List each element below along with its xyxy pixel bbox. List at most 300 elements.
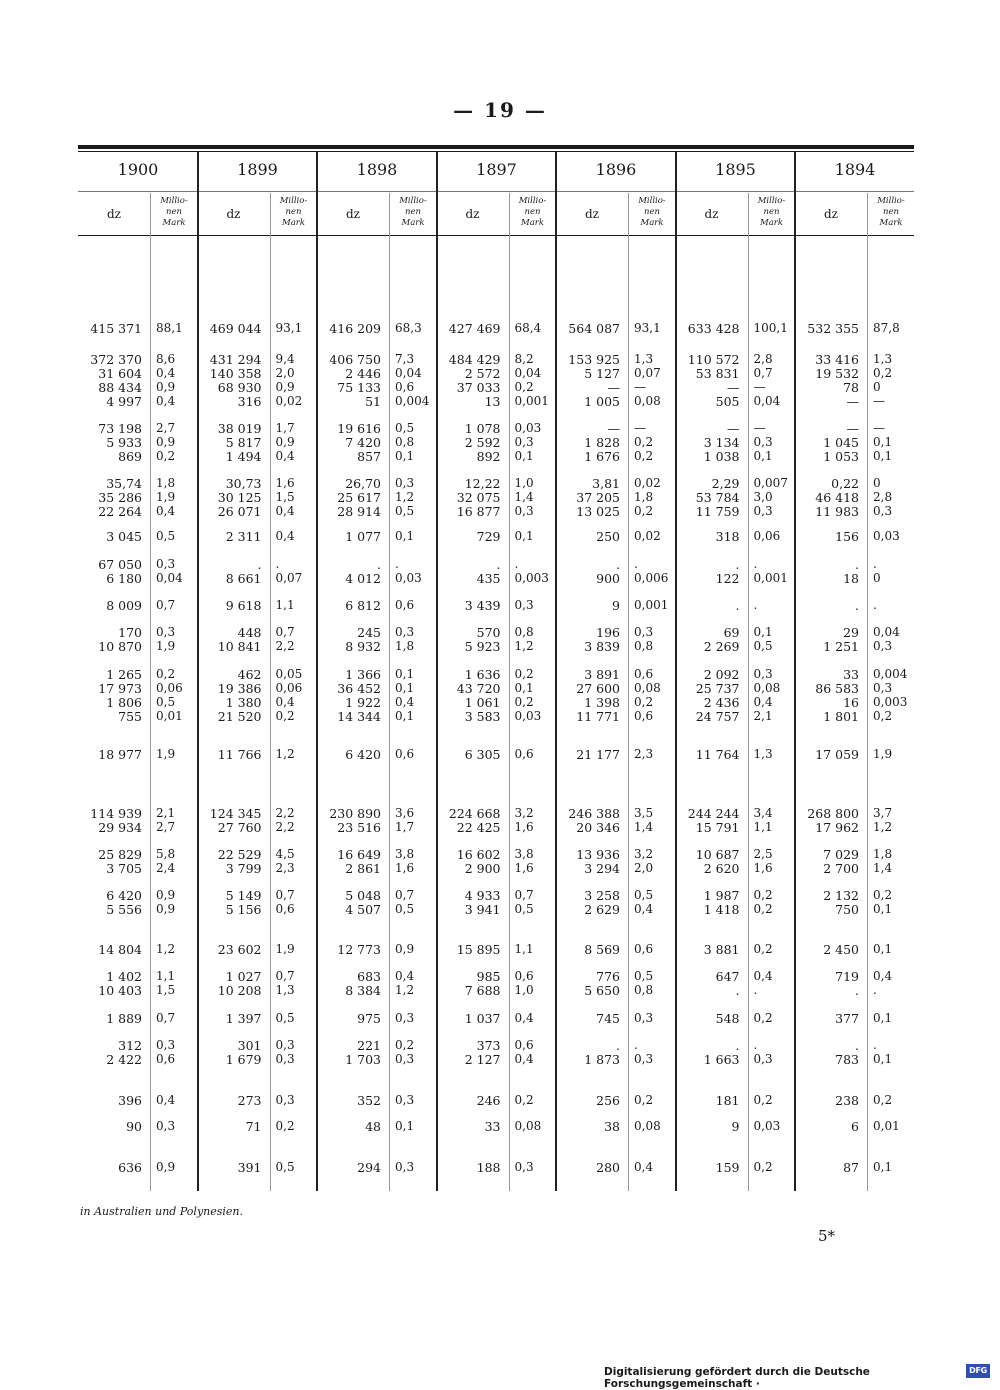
cell-quantity: 5 923 — [464, 639, 501, 654]
cell-quantity: 2 269 — [703, 639, 740, 654]
cell-quantity: 391 — [237, 1160, 262, 1175]
cell-quantity: 505 — [715, 394, 740, 409]
cell-value-mark: 0,8 — [634, 639, 654, 653]
cell-quantity: 230 890 — [329, 806, 381, 821]
cell-quantity: 5 817 — [225, 435, 262, 450]
cell-quantity: 11 983 — [815, 504, 859, 519]
cell-quantity: 6 305 — [464, 747, 501, 762]
cell-value-mark: 100,1 — [753, 321, 788, 335]
cell-quantity: 5 156 — [225, 902, 262, 917]
cell-value-mark: 0,6 — [395, 747, 415, 761]
cell-quantity: 32 075 — [456, 490, 501, 505]
cell-value-mark: 0,2 — [395, 1038, 415, 1052]
cell-quantity: 73 198 — [98, 421, 142, 436]
cell-value-mark: 1,1 — [275, 598, 295, 612]
cell-quantity: — — [607, 421, 620, 436]
footnote: in Australien und Polynesien. — [80, 1205, 244, 1218]
cell-value-mark: 0,4 — [275, 504, 295, 518]
cell-value-mark: — — [753, 421, 766, 435]
cell-value-mark: 1,3 — [275, 983, 295, 997]
top-rule — [78, 145, 914, 149]
cell-value-mark: 1,5 — [275, 490, 295, 504]
cell-value-mark: 0,2 — [873, 709, 893, 723]
cell-value-mark: — — [873, 394, 885, 408]
subcolumn-divider — [270, 193, 271, 1191]
cell-quantity: . — [496, 557, 501, 572]
cell-quantity: 13 025 — [576, 504, 620, 519]
cell-value-mark: 3,4 — [753, 806, 773, 820]
cell-value-mark: 0,9 — [275, 435, 295, 449]
cell-quantity: 8 661 — [225, 571, 262, 586]
cell-quantity: 1 922 — [345, 695, 381, 710]
cell-quantity: 532 355 — [807, 321, 859, 336]
cell-quantity: . — [855, 557, 859, 572]
cell-value-mark: 3,2 — [514, 806, 534, 820]
cell-value-mark: 0,8 — [634, 983, 654, 997]
cell-value-mark: 0,07 — [275, 571, 303, 585]
cell-quantity: 20 346 — [576, 820, 620, 835]
cell-quantity: 14 344 — [337, 709, 381, 724]
cell-value-mark: 0,1 — [873, 1011, 893, 1025]
cell-value-mark: 1,8 — [156, 476, 176, 490]
cell-quantity: 11 759 — [695, 504, 740, 519]
cell-value-mark: 0,5 — [395, 504, 415, 518]
cell-value-mark: 5,8 — [156, 847, 176, 861]
cell-value-mark: 0,06 — [275, 681, 303, 695]
cell-value-mark: 0,9 — [156, 435, 176, 449]
cell-value-mark: 1,3 — [634, 352, 654, 366]
cell-value-mark: 0,1 — [514, 681, 534, 695]
cell-quantity: 892 — [476, 449, 501, 464]
year-header: 1900 — [117, 160, 159, 179]
cell-value-mark: 0,04 — [514, 366, 542, 380]
cell-quantity: 406 750 — [329, 352, 381, 367]
year-header: 1897 — [476, 160, 517, 179]
cell-quantity: 67 050 — [98, 557, 142, 572]
cell-quantity: 1 366 — [345, 667, 381, 682]
cell-value-mark: 0,5 — [514, 902, 534, 916]
cell-value-mark: — — [753, 380, 766, 394]
cell-quantity: 9 — [731, 1119, 740, 1134]
cell-value-mark: 1,1 — [514, 942, 534, 956]
cell-quantity: 312 — [118, 1038, 142, 1053]
cell-quantity: 21 520 — [217, 709, 262, 724]
cell-value-mark: 0,5 — [753, 639, 773, 653]
cell-value-mark: 0,3 — [873, 681, 893, 695]
cell-value-mark: 0,08 — [634, 394, 661, 408]
cell-quantity: 2 861 — [345, 861, 381, 876]
cell-value-mark: 0,2 — [514, 380, 534, 394]
cell-value-mark: 0,04 — [156, 571, 183, 585]
cell-quantity: 43 720 — [456, 681, 501, 696]
cell-quantity: 5 650 — [584, 983, 620, 998]
cell-value-mark: 1,9 — [156, 490, 176, 504]
cell-value-mark: 0,4 — [514, 1011, 534, 1025]
cell-quantity: 124 345 — [209, 806, 262, 821]
cell-quantity: 5 127 — [584, 366, 620, 381]
cell-value-mark: . — [753, 598, 758, 612]
cell-quantity: 975 — [357, 1011, 381, 1026]
cell-quantity: — — [846, 394, 859, 409]
cell-value-mark: 0,2 — [753, 888, 773, 902]
cell-value-mark: 2,8 — [753, 352, 773, 366]
cell-quantity: 415 371 — [90, 321, 142, 336]
cell-value-mark: 0,04 — [873, 625, 900, 639]
value-label: Millio- nen Mark — [757, 196, 786, 228]
cell-value-mark: 1,0 — [514, 476, 534, 490]
cell-quantity: 28 914 — [337, 504, 381, 519]
subcolumn-divider — [509, 193, 510, 1191]
cell-quantity: 13 — [484, 394, 501, 409]
cell-value-mark: 0,1 — [395, 1119, 415, 1133]
cell-quantity: 33 416 — [815, 352, 859, 367]
cell-value-mark: 0,4 — [275, 695, 295, 709]
cell-quantity: 27 600 — [576, 681, 620, 696]
cell-quantity: 22 529 — [217, 847, 262, 862]
cell-quantity: — — [607, 380, 620, 395]
cell-value-mark: 0,4 — [634, 1160, 654, 1174]
cell-quantity: 114 939 — [90, 806, 142, 821]
cell-value-mark: 0,4 — [753, 969, 773, 983]
cell-quantity: 246 388 — [568, 806, 620, 821]
cell-quantity: 416 209 — [329, 321, 381, 336]
cell-quantity: 256 — [596, 1093, 620, 1108]
cell-quantity: 1 636 — [464, 667, 501, 682]
cell-value-mark: 0,3 — [395, 1011, 415, 1025]
cell-value-mark: 1,4 — [634, 820, 654, 834]
cell-quantity: 469 044 — [209, 321, 262, 336]
cell-value-mark: 0,1 — [514, 449, 534, 463]
cell-value-mark: 1,6 — [753, 861, 773, 875]
cell-value-mark: 0,006 — [634, 571, 669, 585]
cell-quantity: 280 — [596, 1160, 620, 1175]
cell-quantity: 17 059 — [815, 747, 859, 762]
cell-quantity: 2 446 — [345, 366, 381, 381]
cell-value-mark: 0,4 — [514, 1052, 534, 1066]
cell-value-mark: 0,007 — [753, 476, 788, 490]
cell-value-mark: 0,1 — [873, 942, 893, 956]
cell-value-mark: 4,5 — [275, 847, 295, 861]
subcolumn-divider — [867, 193, 868, 1191]
cell-quantity: 1 061 — [464, 695, 501, 710]
cell-quantity: 3 294 — [584, 861, 620, 876]
cell-value-mark: . — [275, 557, 280, 571]
cell-quantity: 140 358 — [209, 366, 262, 381]
cell-quantity: 1 828 — [584, 435, 620, 450]
cell-quantity: 3 891 — [584, 667, 620, 682]
cell-value-mark: 1,3 — [753, 747, 773, 761]
cell-quantity: . — [735, 983, 740, 998]
cell-value-mark: 0,1 — [395, 681, 415, 695]
cell-value-mark: 3,2 — [634, 847, 654, 861]
cell-value-mark: 0,3 — [873, 639, 893, 653]
cell-quantity: 2 436 — [703, 695, 740, 710]
cell-value-mark: 0,9 — [275, 380, 295, 394]
cell-quantity: 19 532 — [815, 366, 859, 381]
cell-quantity: 159 — [715, 1160, 740, 1175]
cell-quantity: 7 029 — [823, 847, 859, 862]
cell-quantity: 5 556 — [106, 902, 142, 917]
cell-value-mark: 0,9 — [156, 1160, 176, 1174]
cell-value-mark: . — [395, 557, 399, 571]
cell-value-mark: 0,7 — [514, 888, 534, 902]
cell-quantity: 17 962 — [815, 820, 859, 835]
cell-value-mark: 0,1 — [873, 435, 893, 449]
cell-value-mark: 0,2 — [753, 902, 773, 916]
cell-quantity: 245 — [357, 625, 381, 640]
cell-quantity: 1 078 — [464, 421, 501, 436]
cell-value-mark: 0,6 — [156, 1052, 176, 1066]
cell-value-mark: 93,1 — [275, 321, 303, 335]
cell-quantity: 71 — [245, 1119, 262, 1134]
cell-quantity: 4 997 — [106, 394, 142, 409]
cell-quantity: 1 494 — [225, 449, 262, 464]
cell-quantity: 69 — [723, 625, 740, 640]
cell-value-mark: 0,3 — [395, 476, 415, 490]
cell-value-mark: 1,5 — [156, 983, 176, 997]
cell-quantity: 188 — [476, 1160, 501, 1175]
value-label: Millio- nen Mark — [638, 196, 666, 228]
cell-value-mark: 1,6 — [275, 476, 295, 490]
cell-value-mark: — — [873, 421, 885, 435]
cell-quantity: 27 760 — [217, 820, 262, 835]
value-label: Millio- nen Mark — [518, 196, 547, 228]
value-label: Millio- nen Mark — [279, 196, 308, 228]
cell-quantity: 110 572 — [687, 352, 740, 367]
unit-label: dz — [106, 207, 121, 221]
cell-quantity: 1 418 — [703, 902, 740, 917]
cell-quantity: 48 — [365, 1119, 381, 1134]
cell-value-mark: 0,6 — [514, 969, 534, 983]
cell-quantity: 36 452 — [337, 681, 381, 696]
cell-quantity: 153 925 — [568, 352, 620, 367]
cell-value-mark: 0,2 — [753, 1011, 773, 1025]
year-header: 1895 — [715, 160, 756, 179]
cell-value-mark: 0,5 — [395, 902, 415, 916]
year-header: 1899 — [237, 160, 278, 179]
cell-value-mark: 0,3 — [873, 504, 893, 518]
cell-value-mark: 0,4 — [395, 969, 415, 983]
cell-quantity: 23 516 — [337, 820, 381, 835]
cell-quantity: 6 420 — [106, 888, 142, 903]
cell-value-mark: 1,6 — [395, 861, 415, 875]
cell-value-mark: 0,2 — [156, 449, 176, 463]
cell-quantity: 647 — [715, 969, 740, 984]
cell-value-mark: 0,8 — [514, 625, 534, 639]
cell-quantity: 719 — [835, 969, 859, 984]
digitization-credit: Digitalisierung gefördert durch die Deutsche Forschungsgemeinschaft · — [604, 1366, 870, 1390]
cell-value-mark: 0,2 — [634, 435, 654, 449]
cell-quantity: 3 705 — [106, 861, 142, 876]
cell-quantity: 2 311 — [225, 529, 262, 544]
cell-quantity: 2,29 — [711, 476, 740, 491]
cell-quantity: 2 127 — [464, 1052, 501, 1067]
cell-value-mark: 0,1 — [873, 449, 893, 463]
page-number: — 19 — — [453, 98, 547, 122]
cell-quantity: 53 784 — [695, 490, 740, 505]
cell-quantity: 6 420 — [345, 747, 381, 762]
cell-value-mark: 0,4 — [156, 1093, 176, 1107]
cell-value-mark: 0,3 — [156, 1119, 176, 1133]
unit-label: dz — [584, 207, 599, 221]
subcolumn-divider — [748, 193, 749, 1191]
cell-quantity: 3 941 — [464, 902, 501, 917]
cell-quantity: 11 764 — [695, 747, 740, 762]
cell-quantity: 86 583 — [815, 681, 859, 696]
cell-value-mark: 0,03 — [753, 1119, 781, 1133]
cell-quantity: — — [727, 380, 740, 395]
cell-quantity: 37 205 — [576, 490, 620, 505]
cell-value-mark: 0,004 — [395, 394, 430, 408]
unit-label: dz — [226, 207, 241, 221]
cell-quantity: 352 — [357, 1093, 381, 1108]
cell-value-mark: 0,5 — [634, 888, 654, 902]
cell-value-mark: 0,2 — [634, 449, 654, 463]
cell-quantity: 19 616 — [337, 421, 381, 436]
cell-value-mark: 0,003 — [514, 571, 549, 585]
cell-value-mark: 0,1 — [873, 1160, 893, 1174]
cell-value-mark: 87,8 — [873, 321, 900, 335]
cell-quantity: 3 799 — [225, 861, 262, 876]
cell-value-mark: 0,3 — [395, 625, 415, 639]
cell-value-mark: 0,02 — [634, 476, 661, 490]
cell-quantity: 1 380 — [225, 695, 262, 710]
cell-value-mark: 0,1 — [753, 625, 773, 639]
cell-quantity: 776 — [596, 969, 620, 984]
cell-value-mark: . — [873, 983, 877, 997]
cell-value-mark: 0,7 — [156, 598, 176, 612]
signature-mark: 5* — [818, 1227, 836, 1245]
cell-quantity: 570 — [476, 625, 501, 640]
cell-value-mark: 1,1 — [156, 969, 176, 983]
cell-quantity: 268 800 — [807, 806, 859, 821]
cell-quantity: 90 — [126, 1119, 142, 1134]
cell-value-mark: 0,5 — [395, 421, 415, 435]
cell-value-mark: 2,2 — [275, 639, 295, 653]
cell-value-mark: 0,001 — [753, 571, 788, 585]
cell-quantity: 1 045 — [823, 435, 859, 450]
cell-value-mark: 2,8 — [873, 490, 893, 504]
cell-value-mark: 0,3 — [514, 598, 534, 612]
cell-quantity: — — [846, 421, 859, 436]
cell-value-mark: 2,1 — [156, 806, 176, 820]
cell-value-mark: 0,8 — [395, 435, 415, 449]
cell-value-mark: 0,7 — [275, 625, 295, 639]
unit-label: dz — [345, 207, 360, 221]
cell-value-mark: 0,7 — [275, 888, 295, 902]
cell-value-mark: 0,4 — [275, 529, 295, 543]
cell-quantity: 17 973 — [98, 681, 142, 696]
cell-quantity: 294 — [357, 1160, 381, 1175]
cell-value-mark: 3,8 — [395, 847, 415, 861]
header-divider — [78, 235, 914, 236]
cell-quantity: 2 620 — [703, 861, 740, 876]
cell-value-mark: 0,6 — [514, 747, 534, 761]
cell-value-mark: 0,2 — [156, 667, 176, 681]
cell-value-mark: 2,0 — [275, 366, 295, 380]
cell-value-mark: 0,6 — [395, 598, 415, 612]
cell-value-mark: 0,4 — [156, 394, 176, 408]
cell-quantity: 1 679 — [225, 1052, 262, 1067]
cell-quantity: 31 604 — [98, 366, 142, 381]
cell-value-mark: 0,6 — [395, 380, 415, 394]
cell-quantity: 38 019 — [217, 421, 262, 436]
cell-value-mark: 3,5 — [634, 806, 654, 820]
cell-value-mark: 1,2 — [395, 983, 415, 997]
cell-quantity: 2 092 — [703, 667, 740, 682]
cell-quantity: 4 507 — [345, 902, 381, 917]
cell-quantity: 427 469 — [448, 321, 501, 336]
cell-quantity: 1 987 — [703, 888, 740, 903]
cell-quantity: 2 900 — [464, 861, 501, 876]
cell-value-mark: 3,8 — [514, 847, 534, 861]
cell-quantity: 5 149 — [225, 888, 262, 903]
cell-quantity: 250 — [596, 529, 620, 544]
cell-value-mark: 0,3 — [753, 435, 773, 449]
cell-value-mark: 0,9 — [156, 380, 176, 394]
cell-quantity: 38 — [604, 1119, 620, 1134]
cell-value-mark: 0,4 — [873, 969, 893, 983]
cell-quantity: 1 027 — [225, 969, 262, 984]
cell-quantity: 7 688 — [464, 983, 501, 998]
cell-quantity: 78 — [843, 380, 859, 395]
cell-quantity: 0,22 — [831, 476, 859, 491]
cell-value-mark: 9,4 — [275, 352, 295, 366]
cell-quantity: 170 — [118, 625, 142, 640]
cell-quantity: 11 771 — [576, 709, 620, 724]
cell-quantity: 238 — [835, 1093, 859, 1108]
cell-value-mark: 0,3 — [275, 1052, 295, 1066]
cell-quantity: 1 077 — [345, 529, 381, 544]
cell-value-mark: 1,9 — [873, 747, 893, 761]
cell-value-mark: 0,04 — [395, 366, 422, 380]
cell-value-mark: 0,3 — [753, 1052, 773, 1066]
cell-quantity: 1 703 — [345, 1052, 381, 1067]
cell-value-mark: 3,0 — [753, 490, 773, 504]
cell-value-mark: 0,01 — [156, 709, 183, 723]
cell-value-mark: 0,4 — [156, 504, 176, 518]
cell-value-mark: 0,9 — [156, 902, 176, 916]
cell-value-mark: 1,4 — [873, 861, 893, 875]
cell-quantity: 30,73 — [225, 476, 262, 491]
cell-quantity: 19 386 — [217, 681, 262, 696]
cell-quantity: . — [257, 557, 262, 572]
cell-value-mark: 2,7 — [156, 820, 176, 834]
cell-quantity: 3 045 — [106, 529, 142, 544]
cell-value-mark: 3,7 — [873, 806, 893, 820]
cell-value-mark: 1,0 — [514, 983, 534, 997]
cell-quantity: 30 125 — [217, 490, 262, 505]
dfg-logo: DFG — [966, 1364, 990, 1378]
cell-quantity: 6 180 — [106, 571, 142, 586]
cell-value-mark: 0,7 — [156, 1011, 176, 1025]
cell-quantity: . — [735, 557, 740, 572]
cell-quantity: 1 676 — [584, 449, 620, 464]
cell-value-mark: 0,2 — [753, 1160, 773, 1174]
cell-value-mark: 2,3 — [634, 747, 654, 761]
cell-value-mark: 0,2 — [514, 667, 534, 681]
cell-quantity: 35,74 — [106, 476, 142, 491]
cell-value-mark: 0,03 — [395, 571, 422, 585]
cell-value-mark: . — [873, 557, 877, 571]
cell-quantity: 1 806 — [106, 695, 142, 710]
cell-quantity: 18 — [843, 571, 859, 586]
cell-quantity: 857 — [357, 449, 381, 464]
cell-quantity: 2 422 — [106, 1052, 142, 1067]
cell-quantity: 18 977 — [98, 747, 142, 762]
cell-quantity: 88 434 — [98, 380, 142, 395]
cell-value-mark: 0,3 — [514, 435, 534, 449]
